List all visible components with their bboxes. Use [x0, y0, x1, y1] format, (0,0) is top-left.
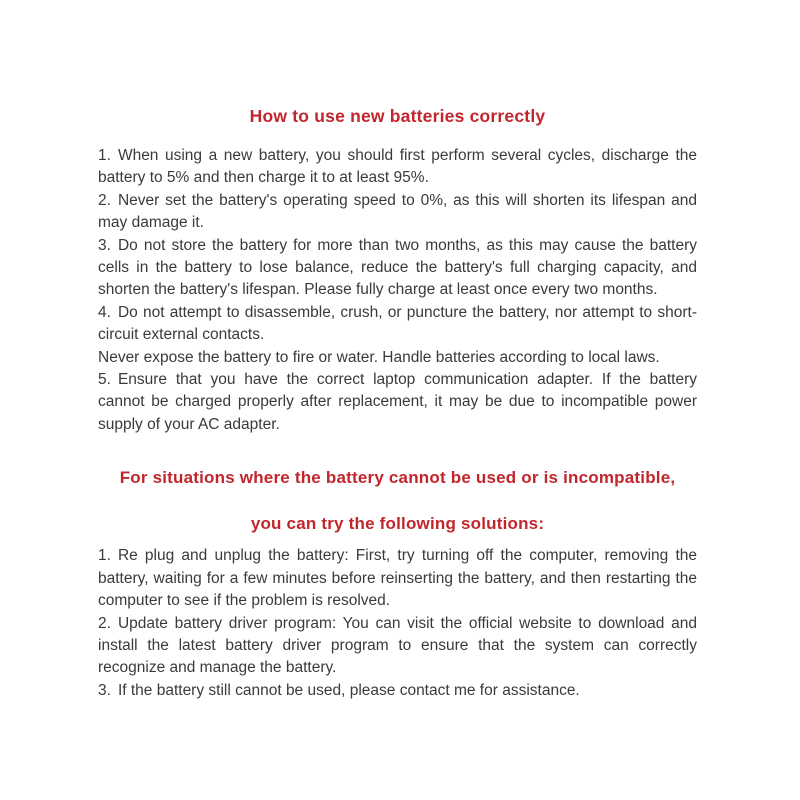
instruction-item-3: [98, 235, 697, 302]
item-text: Never expose the battery to fire or water. Handle batteries according to local laws.: [98, 348, 660, 366]
item-number: 1.: [98, 147, 111, 164]
item-text: Never set the battery's operating speed to 0%, as this will shorten its lifespan and may damage it.: [98, 191, 697, 232]
item-number: 2.: [98, 191, 111, 209]
instruction-item-1: [98, 145, 697, 190]
item-text: When using a new battery, you should first perform several cycles, discharge the battery to 5% and then charge it to at least 95%.: [98, 147, 697, 187]
item-number: 1.: [98, 547, 111, 565]
solution-item-1: [98, 545, 697, 612]
instruction-item-2: [98, 190, 697, 235]
solution-item-2: [98, 613, 697, 680]
document-content: [98, 104, 697, 702]
solution-item-3: [98, 680, 697, 702]
instruction-item-5: [98, 369, 697, 436]
item-text: Do not attempt to disassemble, crush, or puncture the battery, nor attempt to short-circuit external contacts.: [98, 303, 697, 344]
section2-heading-line2: you can try the following solutions:: [250, 514, 545, 534]
section2-heading-line1: For situations where the battery cannot be used or is incompatible,: [119, 468, 676, 488]
item-number: 3.: [98, 681, 111, 699]
item-text: Update battery driver program: You can visit the official website to download and install the latest battery driver program to ensure that the system can correctly recognize and manage the battery.: [98, 614, 697, 677]
section1-title: How to use new batteries correctly: [249, 106, 546, 126]
item-number: 4.: [98, 303, 111, 321]
item-text: Do not store the battery for more than two months, as this may cause the battery cells in the battery to lose balance, reduce the battery's full charging capacity, and shorten the battery's lifespan. Please fully charge at least once every two months.: [98, 236, 697, 299]
instruction-item-4: [98, 302, 697, 347]
item-text: Ensure that you have the correct laptop communication adapter. If the battery cannot be charged properly after replacement, it may be due to incompatible power supply of your AC adapter.: [98, 371, 697, 433]
item-text: Re plug and unplug the battery: First, try turning off the computer, removing the battery, waiting for a few minutes before reinserting the battery, and then restarting the computer to see if the problem is resolved.: [98, 547, 697, 610]
instruction-note: [98, 347, 697, 369]
item-text: If the battery still cannot be used, please contact me for assistance.: [117, 681, 580, 699]
item-number: 3.: [98, 236, 111, 254]
item-number: 2.: [98, 614, 111, 632]
item-number: 5.: [98, 371, 111, 389]
